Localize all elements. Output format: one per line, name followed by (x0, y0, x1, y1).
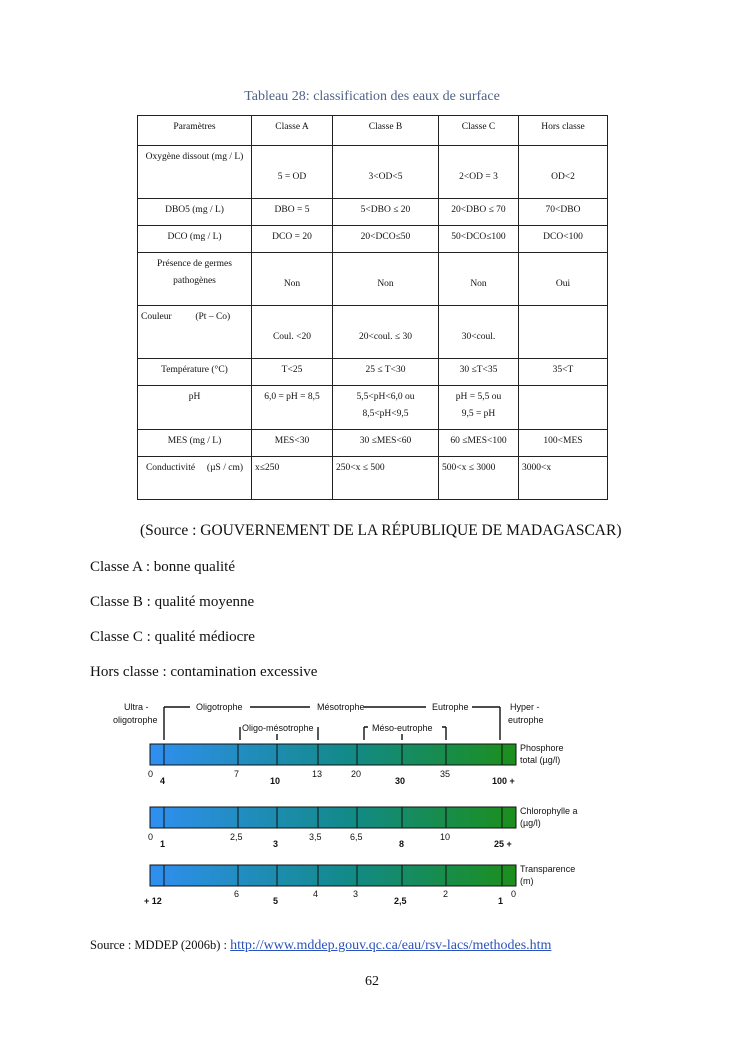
table-row (138, 306, 608, 359)
table-row (138, 359, 608, 386)
transparence-tick-2: 2 (443, 889, 449, 899)
value-cell: 70<DBO (519, 199, 608, 226)
phosphore-tick-4: 4 (160, 776, 166, 786)
label-ultra-oligotrophe-2: oligotrophe (113, 715, 158, 725)
param-cell: pH (138, 386, 252, 430)
transparence-start: + 12 (144, 896, 162, 906)
label-hyper-eutrophe-1: Hyper - (510, 702, 540, 712)
phosphore-label-1: Phosphore (520, 743, 564, 753)
value-cell: DCO<100 (519, 226, 608, 253)
transparence-tick-3: 3 (353, 889, 359, 899)
table-source: (Source : GOUVERNEMENT DE LA RÉPUBLIQUE DE MADAGASCAR) (140, 522, 622, 539)
value-cell: Non (333, 253, 439, 306)
chlorophylle-scale (148, 806, 578, 849)
transparence-tick-5: 5 (273, 896, 279, 906)
table-row (138, 430, 608, 457)
chlorophylle-label-2: (µg/l) (520, 818, 541, 828)
label-ultra-oligotrophe-1: Ultra - (124, 702, 149, 712)
trophic-scale-diagram (110, 695, 590, 910)
value-cell: 6,0 = pH = 8,5 (252, 386, 333, 430)
chlorophylle-tick-10: 10 (440, 832, 451, 842)
chlorophylle-label-1: Chlorophylle a (520, 806, 578, 816)
figure-source (90, 938, 551, 954)
page-number: 62 (365, 974, 379, 989)
label-meso-eutrophe: Méso-eutrophe (372, 723, 433, 733)
transparence-end: 0 (511, 889, 517, 899)
chlorophylle-tick-1: 1 (160, 839, 166, 849)
transparence-tick-6: 6 (234, 889, 240, 899)
table-row (138, 226, 608, 253)
phosphore-tick-35: 35 (440, 769, 451, 779)
center-marks (277, 734, 402, 740)
chlorophylle-tick-25: 25 + (494, 839, 512, 849)
value-cell: 100<MES (519, 430, 608, 457)
classification-table (137, 115, 608, 500)
transparence-bar (150, 865, 516, 886)
value-cell: T<25 (252, 359, 333, 386)
chlorophylle-tick-8: 8 (399, 839, 405, 849)
phosphore-tick-20: 20 (351, 769, 362, 779)
phosphore-bar (150, 744, 516, 765)
table-row (138, 199, 608, 226)
header-cell: Paramètres (138, 116, 252, 146)
chlorophylle-start: 0 (148, 832, 154, 842)
transparence-label-1: Transparence (520, 864, 576, 874)
table-row (138, 457, 608, 500)
param-cell: DBO5 (mg / L) (138, 199, 252, 226)
value-cell: 35<T (519, 359, 608, 386)
value-cell: 20<DBO ≤ 70 (439, 199, 519, 226)
value-cell: 30 ≤MES<60 (333, 430, 439, 457)
param-cell: Température (°C) (138, 359, 252, 386)
value-cell: DBO = 5 (252, 199, 333, 226)
table-header-row (138, 116, 608, 146)
param-cell: Couleur (Pt – Co) (138, 306, 252, 359)
value-cell: DCO = 20 (252, 226, 333, 253)
phosphore-tick-30: 30 (395, 776, 406, 786)
value-cell: 20<coul. ≤ 30 (333, 306, 439, 359)
table-row (138, 386, 608, 430)
class-b-definition: Classe B : qualité moyenne (90, 594, 255, 610)
value-cell: Coul. <20 (252, 306, 333, 359)
param-cell: Oxygène dissout (mg / L) (138, 146, 252, 199)
hors-classe-definition: Hors classe : contamination excessive (90, 664, 318, 680)
value-cell: 25 ≤ T<30 (333, 359, 439, 386)
transparence-scale (144, 864, 575, 906)
class-a-definition: Classe A : bonne qualité (90, 559, 235, 575)
header-cell: Classe B (333, 116, 439, 146)
value-cell: 250<x ≤ 500 (333, 457, 439, 500)
value-cell: x≤250 (252, 457, 333, 500)
value-cell: 500<x ≤ 3000 (439, 457, 519, 500)
value-cell: 5<DBO ≤ 20 (333, 199, 439, 226)
chlorophylle-tick-6-5: 6,5 (350, 832, 363, 842)
header-cell: Classe A (252, 116, 333, 146)
label-mesotrophe: Mésotrophe (317, 702, 365, 712)
chlorophylle-bar (150, 807, 516, 828)
transparence-tick-2-5: 2,5 (394, 896, 407, 906)
param-cell: Conductivité (µS / cm) (138, 457, 252, 500)
value-cell: 2<OD = 3 (439, 146, 519, 199)
value-cell: OD<2 (519, 146, 608, 199)
value-cell: Non (252, 253, 333, 306)
label-oligotrophe: Oligotrophe (196, 702, 243, 712)
value-cell: 50<DCO≤100 (439, 226, 519, 253)
table-row (138, 146, 608, 199)
phosphore-label-2: total (µg/l) (520, 755, 561, 765)
value-cell: 60 ≤MES<100 (439, 430, 519, 457)
value-cell: 30 ≤T<35 (439, 359, 519, 386)
phosphore-tick-7: 7 (234, 769, 240, 779)
transparence-label-2: (m) (520, 876, 534, 886)
value-cell: 30<coul. (439, 306, 519, 359)
header-cell: Classe C (439, 116, 519, 146)
value-cell: pH = 5,5 ou 9,5 = pH (439, 386, 519, 430)
value-cell: MES<30 (252, 430, 333, 457)
phosphore-tick-13: 13 (312, 769, 323, 779)
value-cell: 20<DCO≤50 (333, 226, 439, 253)
table-row (138, 253, 608, 306)
value-cell (519, 306, 608, 359)
phosphore-tick-100: 100 + (492, 776, 515, 786)
param-cell: MES (mg / L) (138, 430, 252, 457)
label-hyper-eutrophe-2: eutrophe (508, 715, 544, 725)
value-cell: 5,5<pH<6,0 ou 8,5<pH<9,5 (333, 386, 439, 430)
table-caption: Tableau 28: classification des eaux de surface (244, 89, 500, 104)
transparence-tick-4: 4 (313, 889, 319, 899)
label-eutrophe: Eutrophe (432, 702, 469, 712)
chlorophylle-tick-3: 3 (273, 839, 279, 849)
chlorophylle-tick-2-5: 2,5 (230, 832, 243, 842)
param-cell: Présence de germes pathogènes (138, 253, 252, 306)
header-cell: Hors classe (519, 116, 608, 146)
value-cell: 5 = OD (252, 146, 333, 199)
value-cell: 3<OD<5 (333, 146, 439, 199)
figure-source-prefix: Source : MDDEP (2006b) : (90, 938, 231, 952)
label-oligo-mesotrophe: Oligo-mésotrophe (242, 723, 314, 733)
mddep-link[interactable]: http://www.mddep.gouv.qc.ca/eau/rsv-lacs/methodes.htm (230, 938, 552, 953)
chlorophylle-tick-3-5: 3,5 (309, 832, 322, 842)
value-cell: Oui (519, 253, 608, 306)
class-c-definition: Classe C : qualité médiocre (90, 629, 255, 645)
phosphore-start: 0 (148, 769, 154, 779)
param-cell: DCO (mg / L) (138, 226, 252, 253)
phosphore-scale (148, 743, 564, 786)
phosphore-tick-10: 10 (270, 776, 281, 786)
transparence-tick-1: 1 (498, 896, 504, 906)
value-cell: Non (439, 253, 519, 306)
value-cell (519, 386, 608, 430)
value-cell: 3000<x (519, 457, 608, 500)
